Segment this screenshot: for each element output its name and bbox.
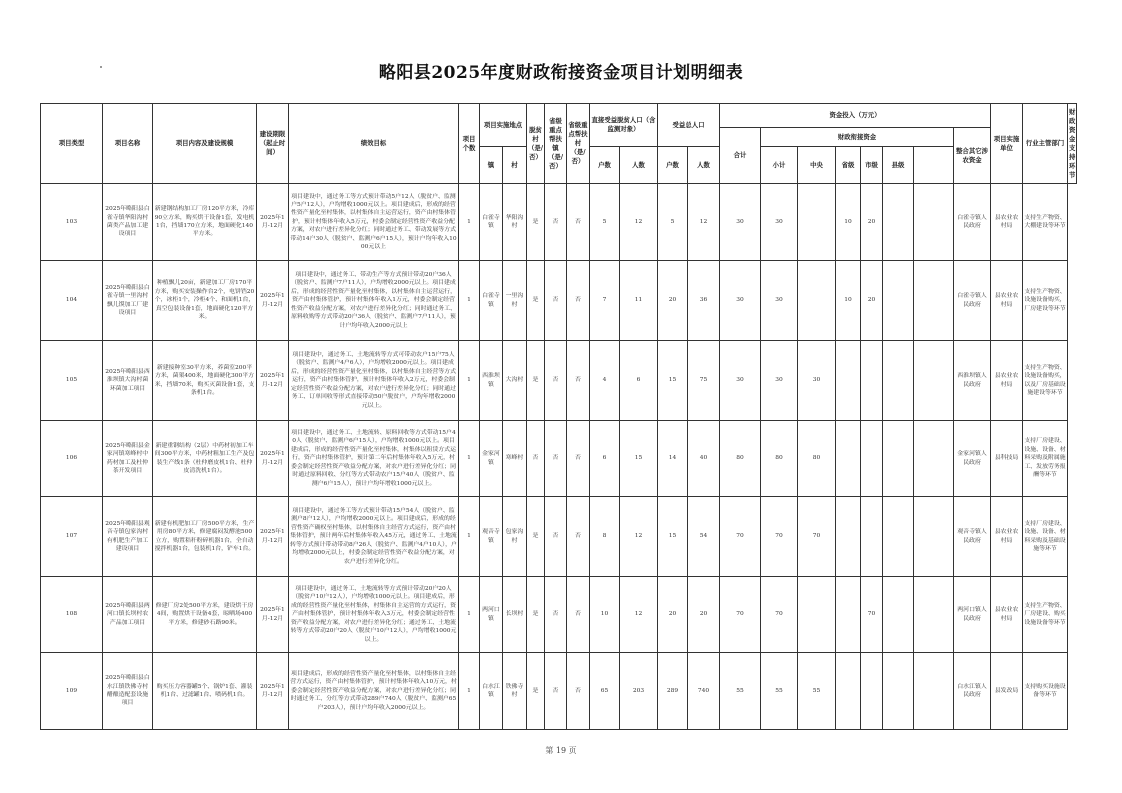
row-goal: 项目建设中，通过务工等方式预计带动5户12人（脱贫户、监测户5户12人），户均增收1000元以上。项目建成后，形成的经营性资产量化至村集体，以村集体自主运营运行，资产由村集体管护，预计村集体年收入5万元，村委会制定经营性资产收益分配方案，对农户进行差异化分红；同时通过务工、带动发展等方式带动14户30人（脱贫户、监测户6户15人），预计户均年收入1000元以上 (289, 184, 459, 261)
row-project-type: 103 (41, 184, 103, 261)
row-village: 一里沟村 (503, 261, 527, 341)
row-direct-households: 4 (590, 341, 620, 421)
row-village: 大沟村 (503, 341, 527, 421)
row-total: 30 (720, 184, 761, 261)
row-other (914, 184, 954, 261)
row-village: 长坝村 (503, 577, 527, 653)
row-unit: 白水江镇人民政府 (954, 653, 991, 730)
row-period: 2025年1月-12月 (257, 653, 289, 730)
row-goal: 项目建成后，形成的经营性资产量化至村集体，以村集体自主经营方式运行，资产由村集体管护，预计村集体年收入10万元，村委会制定经营性资产收益分配方案，对农户进行差异化分红；同时通过务工、分红等方式带动289户740人（脱贫户、监测户65户203人），预计户均年收入2000元以上。 (289, 653, 459, 730)
row-total: 30 (720, 341, 761, 421)
row-content: 购买压力容器罐5个、锅炉1套、灌装机1台、过滤罐1台、喷码机1台。 (153, 653, 257, 730)
table-row (41, 497, 1077, 577)
row-total-persons: 12 (688, 184, 720, 261)
row-key-village: 否 (567, 577, 590, 653)
header-poverty-village: 脱贫村（是/否） (527, 104, 545, 184)
row-direct-persons: 12 (620, 184, 658, 261)
header-location: 项目实施地点 (480, 104, 527, 147)
row-count: 1 (459, 421, 480, 497)
row-central: 80 (798, 421, 836, 497)
row-unit: 白雀寺镇人民政府 (954, 261, 991, 341)
row-content: 新建有机肥加工厂房500平方米，生产用房80平方米，修建腐闷发酵池500立方，购置秸秆粉碎机器1台，全自动搅拌机器1台，包装机1台，铲车1台。 (153, 497, 257, 577)
row-town: 两河口镇 (480, 577, 503, 653)
row-provincial (836, 341, 861, 421)
row-support: 支持生产物资、大棚建设等环节 (1023, 184, 1068, 261)
row-project-name: 2025年略阳县白雀寺镇华阳沟村菌类产品加工建设项目 (103, 184, 153, 261)
row-key-town: 否 (545, 261, 567, 341)
row-provincial (836, 497, 861, 577)
row-subtotal: 55 (761, 653, 798, 730)
header-unit: 项目实施单位 (991, 104, 1023, 184)
row-central (798, 577, 836, 653)
row-project-name: 2025年略阳县白水江镇铁佛寺村醋酿造配套设施项目 (103, 653, 153, 730)
header-support: 财政资金支持环节 (1068, 104, 1077, 184)
table-row (41, 184, 1077, 261)
header-direct-persons: 人数 (620, 147, 658, 184)
row-provincial: 10 (836, 184, 861, 261)
row-period: 2025年1月-12月 (257, 497, 289, 577)
row-project-type: 105 (41, 341, 103, 421)
row-support: 支持购买设施设备等环节 (1023, 653, 1068, 730)
row-town: 白雀寺镇 (480, 184, 503, 261)
row-count: 1 (459, 577, 480, 653)
header-funds: 资金投入（万元） (720, 104, 991, 128)
row-key-village: 否 (567, 261, 590, 341)
row-subtotal: 70 (761, 497, 798, 577)
header-dept: 行业主管部门 (1023, 104, 1068, 184)
row-provincial (836, 577, 861, 653)
row-county (883, 184, 914, 261)
row-subtotal: 30 (761, 261, 798, 341)
row-central: 55 (798, 653, 836, 730)
row-direct-persons: 12 (620, 577, 658, 653)
table-row (41, 577, 1077, 653)
row-key-village: 否 (567, 653, 590, 730)
row-city (861, 497, 883, 577)
row-total-households: 15 (658, 341, 688, 421)
row-poverty-village: 是 (527, 184, 545, 261)
row-subtotal: 80 (761, 421, 798, 497)
row-poverty-village: 是 (527, 577, 545, 653)
row-direct-households: 8 (590, 497, 620, 577)
header-total: 合计 (720, 128, 761, 184)
table-row (41, 421, 1077, 497)
row-central: 30 (798, 341, 836, 421)
row-count: 1 (459, 261, 480, 341)
header-direct-households: 户数 (590, 147, 620, 184)
page-number: 第 19 页 (545, 746, 577, 755)
row-provincial: 10 (836, 261, 861, 341)
row-direct-persons: 15 (620, 421, 658, 497)
row-city (861, 421, 883, 497)
row-project-name: 2025年略阳县白雀寺镇一里沟村飘儿馍加工厂建设项目 (103, 261, 153, 341)
row-project-name: 2025年略阳县观音寺镇包家沟村有机肥生产加工建设项目 (103, 497, 153, 577)
row-project-type: 107 (41, 497, 103, 577)
row-period: 2025年1月-12月 (257, 341, 289, 421)
row-project-type: 104 (41, 261, 103, 341)
row-direct-persons: 12 (620, 497, 658, 577)
row-city (861, 653, 883, 730)
header-provincial: 省级 (836, 147, 861, 184)
row-dept: 县农业农村局 (991, 261, 1023, 341)
row-poverty-village: 是 (527, 653, 545, 730)
row-total-households: 15 (658, 497, 688, 577)
row-key-town: 否 (545, 341, 567, 421)
row-key-town: 否 (545, 421, 567, 497)
row-city: 20 (861, 261, 883, 341)
row-county (883, 421, 914, 497)
header-project-type: 项目类型 (41, 104, 103, 184)
row-project-name: 2025年略阳县西淮坝镇大沟村菌环菌加工项目 (103, 341, 153, 421)
row-direct-persons: 6 (620, 341, 658, 421)
row-count: 1 (459, 653, 480, 730)
header-key-town: 省级重点帮扶镇（是/否） (545, 104, 567, 184)
row-period: 2025年1月-12月 (257, 261, 289, 341)
header-total-persons: 人数 (688, 147, 720, 184)
row-total-persons: 740 (688, 653, 720, 730)
row-city: 20 (861, 184, 883, 261)
row-county (883, 577, 914, 653)
row-content: 修建厂房2处500平方米，建设烘干房4间，购置烘干设备4套，晾晒场400平方米，修建砂石路90米。 (153, 577, 257, 653)
row-dept: 县农业农村局 (991, 497, 1023, 577)
row-unit: 白雀寺镇人民政府 (954, 184, 991, 261)
row-village: 包家沟村 (503, 497, 527, 577)
row-other (914, 653, 954, 730)
row-direct-households: 5 (590, 184, 620, 261)
row-dept: 县农业农村局 (991, 184, 1023, 261)
row-content: 种植飘儿20亩，新建加工厂房170平方米，购买安装操作台2个，电饼铛20个，冰柜1个，冷柜4个、和面机1台，真空包装设备1套，地面硬化120平方米。 (153, 261, 257, 341)
row-dept: 县农业农村局 (991, 341, 1023, 421)
row-total-persons: 36 (688, 261, 720, 341)
row-key-town: 否 (545, 184, 567, 261)
row-goal: 项目建设中，通过务工、土地流转等方式可带动农户15户75人（脱贫户、监测户4户6人），户均增收2000元以上。项目建成后，形成的经营性资产量化至村集体，以村集体自主经营等方式运行，资产由村集体管护，预计村集体年收入2万元，村委会制定经营性资产收益分配方案，对农户进行差异化分红；同时通过务工、订单回收等形式直接带动50户脱贫户，户均年增收2000元以上。 (289, 341, 459, 421)
row-total: 55 (720, 653, 761, 730)
row-key-town: 否 (545, 653, 567, 730)
header-content: 项目内容及建设规模 (153, 104, 257, 184)
row-total: 80 (720, 421, 761, 497)
row-goal: 项目建设中，通过务工、带动生产等方式预计带动20户36人（脱贫户、监测户7户11人），户均增收2000元以上。项目建成后，形成的经营性资产量化至村集体，以村集体自主运营运行，资产由村集体管护，预计村集体年收入1万元，村委会制定经营性资产收益分配方案，对农户进行差异化分红；同时通过务工、原料收购等方式带动20户36人（脱贫户、监测户7户11人），预计户均年收入2000元以上 (289, 261, 459, 341)
row-total-persons: 54 (688, 497, 720, 577)
header-village: 村 (503, 147, 527, 184)
row-unit: 观音寺镇人民政府 (954, 497, 991, 577)
row-central: 70 (798, 497, 836, 577)
row-direct-persons: 203 (620, 653, 658, 730)
row-goal: 项目建设中，通过务工等方式预计带动15户54人（脱贫户、监测户8户12人），户均增收2000元以上。项目建成后，形成的经营性资产确权至村集体，以村集体自主经营方式运行，资产由村集体管护，预计两年后村集体年收入45万元，通过务工、土地流转等方式预计带动带动8户26人（脱贫户、监测户4户10人），户均增收2000元以上，村委会制定经营性资产收益分配方案，对农户进行差异化分红。 (289, 497, 459, 577)
row-support: 支持生产物资、设施设备购买，厂房建设等环节 (1023, 261, 1068, 341)
project-plan-table (40, 103, 1077, 730)
row-town: 西淮坝镇 (480, 341, 503, 421)
row-poverty-village: 是 (527, 341, 545, 421)
row-content: 新建接种室30平方米，养菌室200平方米，菌架400米，地面硬化300平方米，挡墙70米，购买灭菌设备1套，支条机1台。 (153, 341, 257, 421)
row-project-name: 2025年略阳县两河口镇长坝村农产品加工项目 (103, 577, 153, 653)
header-town: 镇 (480, 147, 503, 184)
row-project-type: 109 (41, 653, 103, 730)
row-goal: 项目建设中，通过务工、土地流转、原料回收等方式带动15户40人（脱贫户、监测户6户15人），户均增收1000元以上。项目建成后，形成的经营性资产量化至村集体，村集体以租赁方式运行，资产由村集体管护，预计第二年后村集体年收入5万元，村委会制定经营性资产收益分配方案，对农户进行差异化分红；同时通过原料回收、分红等方式带动农户15户40人（脱贫户、监测户6户15人），预计户均年增收1000元以上。 (289, 421, 459, 497)
row-poverty-village: 是 (527, 261, 545, 341)
row-unit: 金家河镇人民政府 (954, 421, 991, 497)
row-village: 华阳沟村 (503, 184, 527, 261)
row-period: 2025年1月-12月 (257, 577, 289, 653)
row-total-persons: 20 (688, 577, 720, 653)
row-other (914, 577, 954, 653)
row-support: 支持厂房建设、设施、设备、材料采购及基础设施等环节 (1023, 497, 1068, 577)
row-poverty-village: 否 (527, 421, 545, 497)
row-period: 2025年1月-12月 (257, 421, 289, 497)
row-city (861, 341, 883, 421)
row-direct-households: 7 (590, 261, 620, 341)
table-row (41, 261, 1077, 341)
header-city: 市级 (861, 147, 883, 184)
header-goal: 绩效目标 (289, 104, 459, 184)
row-total-persons: 75 (688, 341, 720, 421)
row-direct-persons: 11 (620, 261, 658, 341)
row-provincial (836, 653, 861, 730)
row-count: 1 (459, 497, 480, 577)
row-county (883, 341, 914, 421)
row-count: 1 (459, 341, 480, 421)
row-goal: 项目建设中，通过务工、土地流转等方式预计带动20户20人（脱贫户10户12人），户均增收1000元以上。项目建成后，形成的经营性资产量化至村集体，村集体自主运营的方式运行，资产由村集体管护，预计村集体年收入3万元，村委会制定经营性资产收益分配方案，对农户进行差异化分红；通过务工、土地流转等方式带动20户20人（脱贫户10户12人），户均增收1000元以上。 (289, 577, 459, 653)
row-unit: 西淮坝镇人民政府 (954, 341, 991, 421)
row-key-village: 否 (567, 497, 590, 577)
row-central (798, 184, 836, 261)
header-total-households: 户数 (658, 147, 688, 184)
row-total-households: 20 (658, 577, 688, 653)
row-total: 70 (720, 577, 761, 653)
row-poverty-village: 是 (527, 497, 545, 577)
row-total: 70 (720, 497, 761, 577)
row-key-town: 否 (545, 497, 567, 577)
row-village: 寒峰村 (503, 421, 527, 497)
row-other (914, 341, 954, 421)
header-total-beneficiary: 受益总人口 (658, 104, 720, 147)
row-project-type: 106 (41, 421, 103, 497)
row-total-households: 5 (658, 184, 688, 261)
row-total-households: 14 (658, 421, 688, 497)
row-support: 支持生产物资、设施设备购买，以及厂房基础设施建设等环节 (1023, 341, 1068, 421)
header-fiscal: 财政衔接资金 (761, 128, 954, 147)
row-project-type: 108 (41, 577, 103, 653)
row-subtotal: 30 (761, 184, 798, 261)
row-subtotal: 70 (761, 577, 798, 653)
row-county (883, 653, 914, 730)
header-central: 中央 (798, 147, 836, 184)
header-other: 整合其它涉农资金 (954, 128, 991, 184)
table-row (41, 653, 1077, 730)
row-other (914, 261, 954, 341)
row-content: 新建钢结构加工厂房120平方米，冷库90立方米，购买烘干设备1套，发电机1台，挡墙170立方米，地面硬化140平方米。 (153, 184, 257, 261)
row-support: 支持生产物资、厂房建设、购买设施设备等环节 (1023, 577, 1068, 653)
row-content: 新建重钢结构（2层）中药材初加工车间300平方米，中药材粗加工生产及包装生产线1条（杜仲磨皮机1台、杜仲皮清洗机1台）。 (153, 421, 257, 497)
row-village: 铁佛寺村 (503, 653, 527, 730)
header-direct-beneficiary: 直接受益脱贫人口（含监测对象） (590, 104, 658, 147)
row-key-town: 否 (545, 577, 567, 653)
row-dept: 县发改局 (991, 653, 1023, 730)
row-period: 2025年1月-12月 (257, 184, 289, 261)
row-total-households: 289 (658, 653, 688, 730)
table-row (41, 341, 1077, 421)
row-subtotal: 30 (761, 341, 798, 421)
row-total-households: 20 (658, 261, 688, 341)
row-town: 观音寺镇 (480, 497, 503, 577)
page-title: 略阳县2025年度财政衔接资金项目计划明细表 (378, 63, 744, 83)
header-subtotal: 小计 (761, 147, 798, 184)
header-period: 建设期限（起止时间） (257, 104, 289, 184)
row-direct-households: 65 (590, 653, 620, 730)
header-key-village: 省级重点帮扶村（是/否） (567, 104, 590, 184)
row-provincial (836, 421, 861, 497)
row-town: 金家河镇 (480, 421, 503, 497)
row-total-persons: 40 (688, 421, 720, 497)
header-count: 项目个数 (459, 104, 480, 184)
row-town: 白雀寺镇 (480, 261, 503, 341)
row-key-village: 否 (567, 421, 590, 497)
row-town: 白水江镇 (480, 653, 503, 730)
row-unit: 两河口镇人民政府 (954, 577, 991, 653)
row-count: 1 (459, 184, 480, 261)
row-key-village: 否 (567, 341, 590, 421)
row-dept: 县农业农村局 (991, 577, 1023, 653)
row-other (914, 421, 954, 497)
row-total: 30 (720, 261, 761, 341)
row-dept: 县科技局 (991, 421, 1023, 497)
row-direct-households: 6 (590, 421, 620, 497)
row-project-name: 2025年略阳县金家河镇寒峰村中药材加工及杜仲茶开发项目 (103, 421, 153, 497)
header-county: 县级 (883, 147, 914, 184)
row-direct-households: 10 (590, 577, 620, 653)
row-support: 支持厂房建设、设施、设备、材料采购及附属施工、发放劳务报酬等环节 (1023, 421, 1068, 497)
header-project-name: 项目名称 (103, 104, 153, 184)
row-county (883, 497, 914, 577)
row-central (798, 261, 836, 341)
row-county (883, 261, 914, 341)
row-key-village: 否 (567, 184, 590, 261)
row-city: 70 (861, 577, 883, 653)
row-other (914, 497, 954, 577)
